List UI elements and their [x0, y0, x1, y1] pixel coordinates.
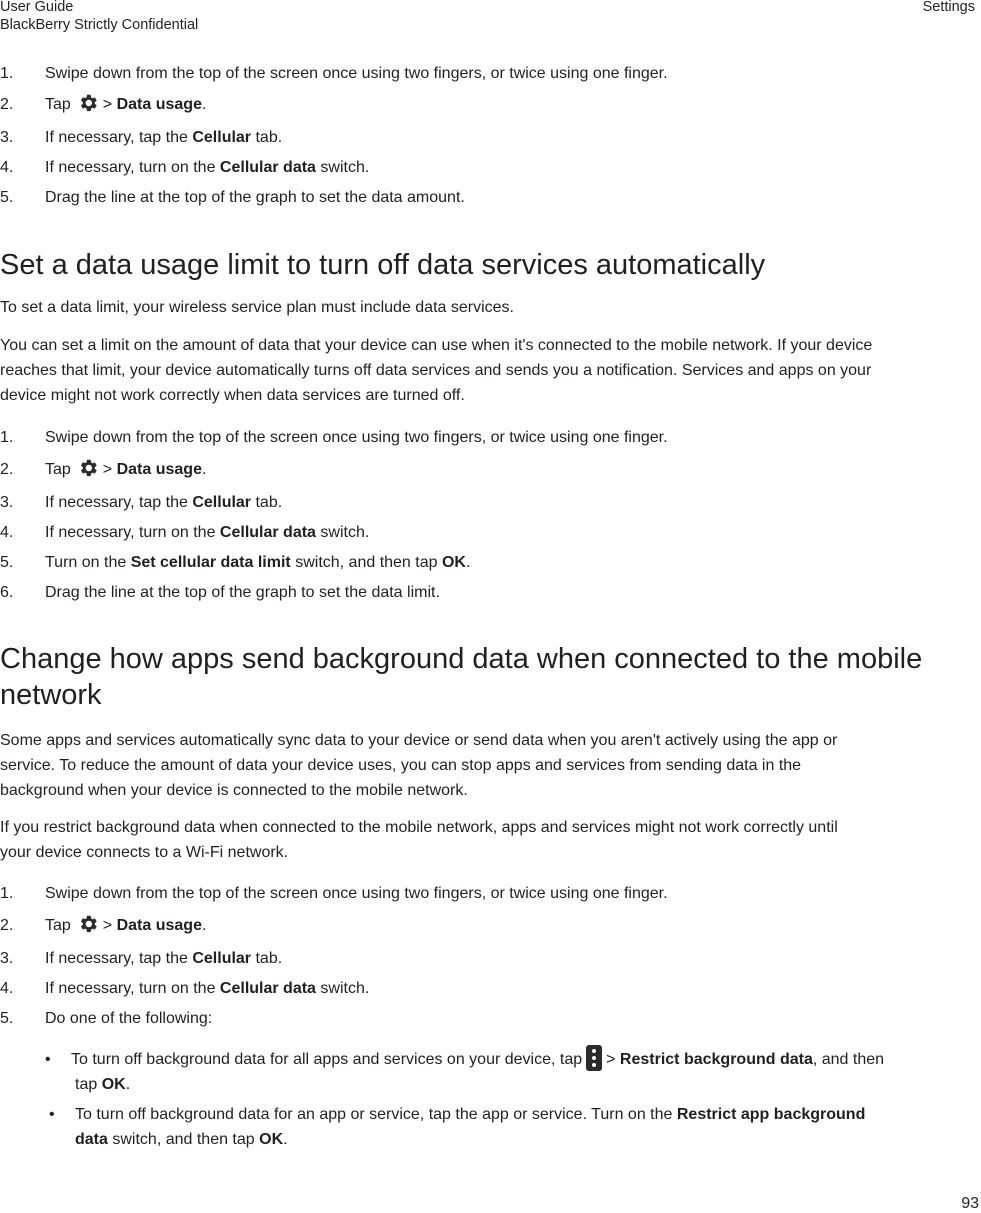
bullet-text-pre: To turn off background data for all apps and services on your device, tap	[71, 1051, 583, 1068]
paragraph-line: your device connects to a Wi-Fi network.	[0, 844, 289, 861]
step-text-bold: Data usage	[116, 96, 202, 113]
step-text-post: .	[465, 554, 471, 571]
paragraph-line: You can set a limit on the amount of data that your device can use when it's connected to the mobile network. If your device	[0, 337, 873, 354]
step-text-bold: Cellular	[192, 129, 252, 146]
gear-icon	[77, 92, 99, 114]
step-text-pre: If necessary, tap the	[45, 950, 188, 967]
bullet-text-post: , and then	[812, 1051, 885, 1068]
step-number: 4.	[0, 159, 14, 176]
step-number: 3.	[0, 494, 14, 511]
bullet-text-bold: Restrict app background	[676, 1106, 866, 1123]
step-number: 2.	[0, 917, 14, 934]
paragraph-line: Some apps and services automatically sync data to your device or send data when you aren't actively using the app or	[0, 732, 838, 749]
step-text-post: tab.	[255, 950, 283, 967]
step-text-pre: Tap	[45, 917, 71, 934]
step-text	[45, 976, 369, 1001]
bullet-text-post: .	[125, 1076, 131, 1093]
step-text-pre: If necessary, turn on the	[45, 524, 216, 541]
step-number: 1.	[0, 885, 14, 902]
step-text-bold: Cellular data	[219, 980, 316, 997]
step-text-pre: If necessary, tap the	[45, 494, 188, 511]
step-text: Drag the line at the top of the graph to set the data limit.	[45, 584, 440, 601]
header-section: Settings	[922, 0, 975, 15]
step-number: 5.	[0, 554, 14, 571]
step-number: 6.	[0, 584, 14, 601]
bullet-text-line2	[75, 1072, 130, 1097]
step-text-bold: Cellular data	[219, 524, 316, 541]
paragraph: To set a data limit, your wireless service plan must include data services.	[0, 299, 514, 316]
header-guide-title: User Guide	[0, 0, 74, 15]
bullet-marker: •	[49, 1106, 55, 1123]
step-text	[45, 520, 369, 545]
section-heading: Set a data usage limit to turn off data services automatically	[0, 249, 766, 281]
page-number: 93	[961, 1195, 979, 1212]
bullet-text-mid: switch, and then tap	[112, 1131, 255, 1148]
step-number: 2.	[0, 461, 14, 478]
header-confidential: BlackBerry Strictly Confidential	[0, 17, 199, 33]
paragraph-line: reaches that limit, your device automatically turns off data services and sends you a notification. Services and apps on your	[0, 362, 872, 379]
bullet-text-bold: Restrict background data	[619, 1051, 813, 1068]
step-text-post: switch.	[320, 159, 370, 176]
step-number: 4.	[0, 524, 14, 541]
step-text-pre: If necessary, turn on the	[45, 159, 216, 176]
step-text: Swipe down from the top of the screen once using two fingers, or twice using one finger.	[45, 429, 668, 446]
step-text-bold: Cellular	[192, 950, 252, 967]
section-heading: network	[0, 679, 102, 711]
step-number: 3.	[0, 950, 14, 967]
step-text-sep: >	[102, 96, 113, 113]
step-text-post: tab.	[255, 129, 283, 146]
bullet-text-line2	[75, 1127, 288, 1152]
paragraph-line: service. To reduce the amount of data your device uses, you can stop apps and services from sending data in the	[0, 757, 802, 774]
step-text: Drag the line at the top of the graph to set the data amount.	[45, 189, 465, 206]
step-text-pre: If necessary, tap the	[45, 129, 188, 146]
step-text	[45, 457, 206, 482]
bullet-text-post: .	[283, 1131, 288, 1148]
bullet-text-bold: OK	[101, 1076, 126, 1093]
step-number: 3.	[0, 129, 14, 146]
step-text-bold: OK	[441, 554, 466, 571]
bullet-text-pre: To turn off background data for an app or service, tap the app or service. Turn on the	[75, 1106, 673, 1123]
step-text	[45, 490, 282, 515]
bullet-text-sep: >	[606, 1051, 616, 1068]
step-text-bold: Set cellular data limit	[130, 554, 291, 571]
step-text-bold: Data usage	[116, 461, 202, 478]
step-text-post: .	[201, 461, 207, 478]
gear-icon	[77, 913, 99, 935]
step-text-post: switch.	[320, 524, 370, 541]
step-text-sep: >	[102, 917, 113, 934]
step-text-sep: >	[102, 461, 113, 478]
step-number: 1.	[0, 429, 14, 446]
more-options-icon	[586, 1045, 602, 1071]
section-heading: Change how apps send background data when connected to the mobile	[0, 643, 923, 675]
step-text-pre: Tap	[45, 461, 71, 478]
step-text	[45, 550, 470, 575]
step-text-mid: switch, and then tap	[295, 554, 438, 571]
step-text-post: .	[201, 917, 207, 934]
step-text-bold: Cellular data	[219, 159, 316, 176]
step-text	[45, 155, 369, 180]
bullet-marker: •	[45, 1051, 51, 1068]
paragraph-line: If you restrict background data when connected to the mobile network, apps and services might not work correctly until	[0, 819, 838, 836]
step-text	[45, 946, 282, 971]
paragraph-line: background when your device is connected to the mobile network.	[0, 782, 468, 799]
step-text	[45, 913, 206, 938]
step-text-pre: If necessary, turn on the	[45, 980, 216, 997]
step-text-bold: Data usage	[116, 917, 202, 934]
bullet-text-bold: data	[75, 1131, 108, 1148]
bullet-text-pre: tap	[75, 1076, 98, 1093]
step-number: 5.	[0, 189, 14, 206]
bullet-text	[75, 1102, 865, 1127]
step-number: 1.	[0, 65, 14, 82]
step-text-bold: Cellular	[192, 494, 252, 511]
step-text	[45, 92, 206, 117]
step-text	[45, 125, 282, 150]
bullet-text-bold: OK	[259, 1131, 284, 1148]
step-text-post: .	[201, 96, 207, 113]
step-text-post: tab.	[255, 494, 283, 511]
step-text-post: switch.	[320, 980, 370, 997]
step-text: Swipe down from the top of the screen once using two fingers, or twice using one finger.	[45, 885, 668, 902]
paragraph-line: device might not work correctly when data services are turned off.	[0, 387, 465, 404]
bullet-text	[71, 1047, 884, 1072]
step-text-pre: Turn on the	[45, 554, 127, 571]
gear-icon	[77, 457, 99, 479]
step-text: Swipe down from the top of the screen once using two fingers, or twice using one finger.	[45, 65, 668, 82]
step-number: 2.	[0, 96, 14, 113]
step-text-pre: Tap	[45, 96, 71, 113]
step-number: 5.	[0, 1010, 14, 1027]
step-text: Do one of the following:	[45, 1010, 213, 1027]
step-number: 4.	[0, 980, 14, 997]
